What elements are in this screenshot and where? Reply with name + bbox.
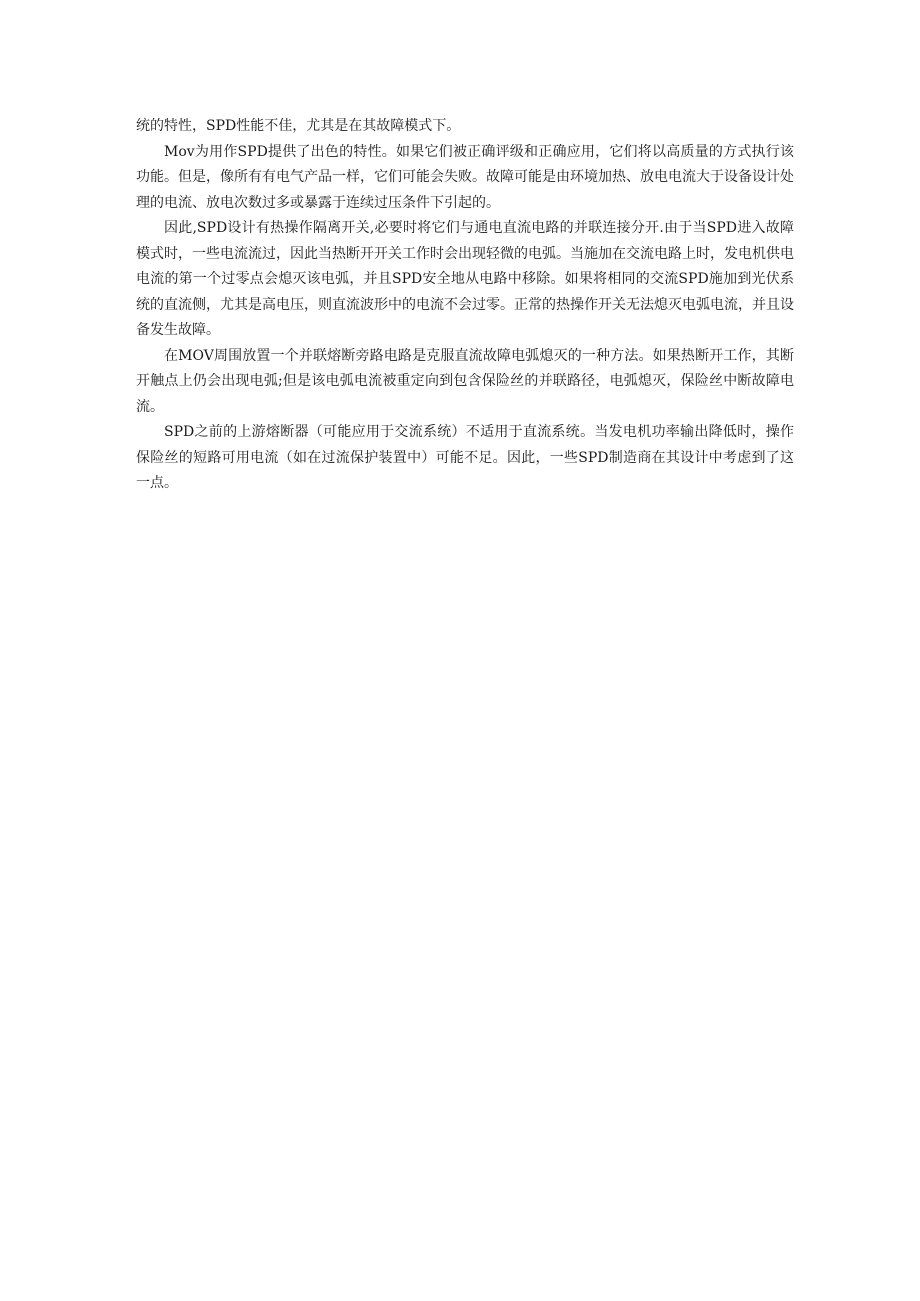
paragraph-mov-characteristics: Mov为用作SPD提供了出色的特性。如果它们被正确评级和正确应用，它们将以高质量的方式执行该功能。但是，像所有有电气产品一样，它们可能会失败。故障可能是由环境加热、放电电流大于设备设计处理的电流、放电次数过多或暴露于连续过压条件下引起的。: [136, 143, 794, 211]
paragraph-continued: 统的特性，SPD性能不佳，尤其是在其故障模式下。: [136, 118, 461, 134]
paragraph-thermal-disconnect: 因此,SPD设计有热操作隔离开关,必要时将它们与通电直流电路的并联连接分开.由于当SPD进入故障模式时，一些电流流过，因此当热断开开关工作时会出现轻微的电弧。当施加在交流电路上时，发电机供电电流的第一个过零点会熄灭该电弧，并且SPD安全地从电路中移除。如果将相同的交流SPD施加到光伏系统的直流侧，尤其是高电压，则直流波形中的电流不会过零。正常的热操作开关无法熄灭电弧电流，并且设备发生故障。: [136, 220, 794, 338]
paragraph-upstream-fuse: SPD之前的上游熔断器（可能应用于交流系统）不适用于直流系统。当发电机功率输出降低时，操作保险丝的短路可用电流（如在过流保护装置中）可能不足。因此，一些SPD制造商在其设计中考虑到了这一点。: [136, 424, 794, 491]
paragraph-fused-bypass: 在MOV周围放置一个并联熔断旁路电路是克服直流故障电弧熄灭的一种方法。如果热断开工作，其断开触点上仍会出现电弧;但是该电弧电流被重定向到包含保险丝的并联路径，电弧熄灭，保险丝中断故障电流。: [136, 347, 794, 415]
document-body: [136, 114, 794, 497]
